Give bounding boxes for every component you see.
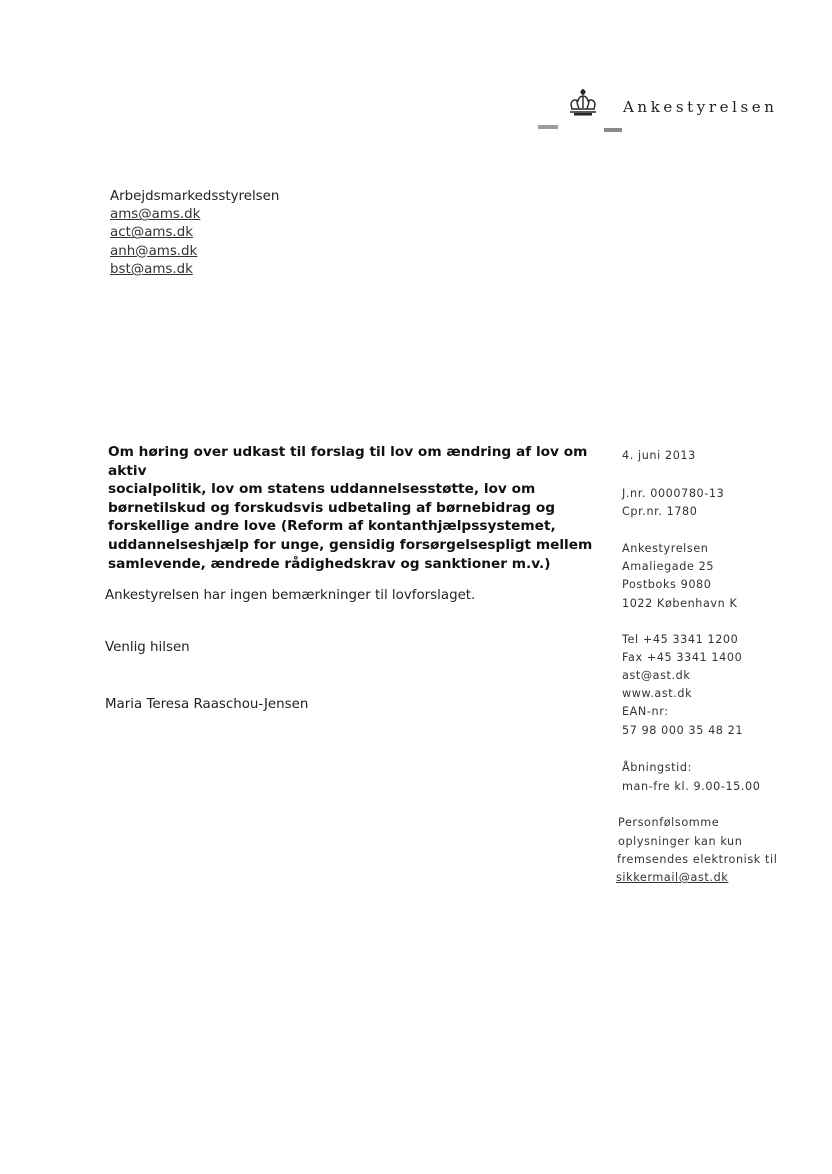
subject-line: uddannelseshjælp for unge, gensidig forsørgelsespligt mellem bbox=[108, 536, 593, 553]
scan-smudge bbox=[538, 125, 558, 129]
agency-name: Ankestyrelsen bbox=[623, 98, 778, 116]
recipient-email-link[interactable]: act@ams.dk bbox=[110, 225, 193, 241]
letter-subject bbox=[108, 443, 596, 573]
phone-number: Tel +45 3341 1200 bbox=[622, 633, 739, 646]
recipient-name: Arbejdsmarkedsstyrelsen bbox=[110, 189, 280, 204]
statement-text: Ankestyrelsen har ingen bemærkninger til lovforslaget. bbox=[105, 588, 476, 603]
fax-number: Fax +45 3341 1400 bbox=[622, 651, 743, 664]
letter-date: 4. juni 2013 bbox=[622, 449, 696, 462]
website: www.ast.dk bbox=[622, 687, 693, 700]
secure-email-link[interactable]: sikkermail@ast.dk bbox=[616, 871, 729, 884]
recipient-email-link[interactable]: anh@ams.dk bbox=[110, 243, 198, 259]
subject-line: børnetilskud og forskudsvis udbetaling af børnebidrag og bbox=[108, 499, 556, 516]
scan-smudge bbox=[604, 128, 622, 132]
signature-name: Maria Teresa Raaschou-Jensen bbox=[105, 697, 309, 712]
recipient-block bbox=[110, 188, 279, 279]
contact-email: ast@ast.dk bbox=[622, 669, 691, 682]
subject-line: samlevende, ændrede rådighedskrav og sanktioner m.v.) bbox=[108, 555, 551, 572]
recipient-email-link[interactable]: ams@ams.dk bbox=[110, 207, 201, 223]
subject-line: socialpolitik, lov om statens uddannelsesstøtte, lov om bbox=[108, 481, 536, 498]
cpr-number: Cpr.nr. 1780 bbox=[622, 505, 698, 518]
privacy-note-line: oplysninger kan kun bbox=[618, 835, 743, 848]
opening-hours: man-fre kl. 9.00-15.00 bbox=[622, 780, 761, 793]
crown-icon bbox=[566, 88, 600, 118]
address-city: 1022 København K bbox=[622, 597, 738, 610]
opening-hours-label: Åbningstid: bbox=[622, 761, 692, 774]
greeting-text: Venlig hilsen bbox=[105, 640, 190, 655]
recipient-email-link[interactable]: bst@ams.dk bbox=[110, 261, 193, 277]
ean-label: EAN-nr: bbox=[622, 705, 669, 718]
privacy-note-line: fremsendes elektronisk til bbox=[617, 853, 778, 866]
ean-number: 57 98 000 35 48 21 bbox=[622, 724, 744, 737]
agency-logo bbox=[566, 88, 806, 138]
address-postbox: Postboks 9080 bbox=[622, 578, 712, 591]
subject-line: forskellige andre love (Reform af kontanthjælpssystemet, bbox=[108, 518, 556, 535]
privacy-note-line: Personfølsomme bbox=[618, 816, 720, 829]
address-street: Amaliegade 25 bbox=[622, 560, 715, 573]
subject-line: Om høring over udkast til forslag til lov om ændring af lov om aktiv bbox=[108, 444, 588, 479]
journal-number: J.nr. 0000780-13 bbox=[622, 487, 725, 500]
address-name: Ankestyrelsen bbox=[622, 542, 709, 555]
